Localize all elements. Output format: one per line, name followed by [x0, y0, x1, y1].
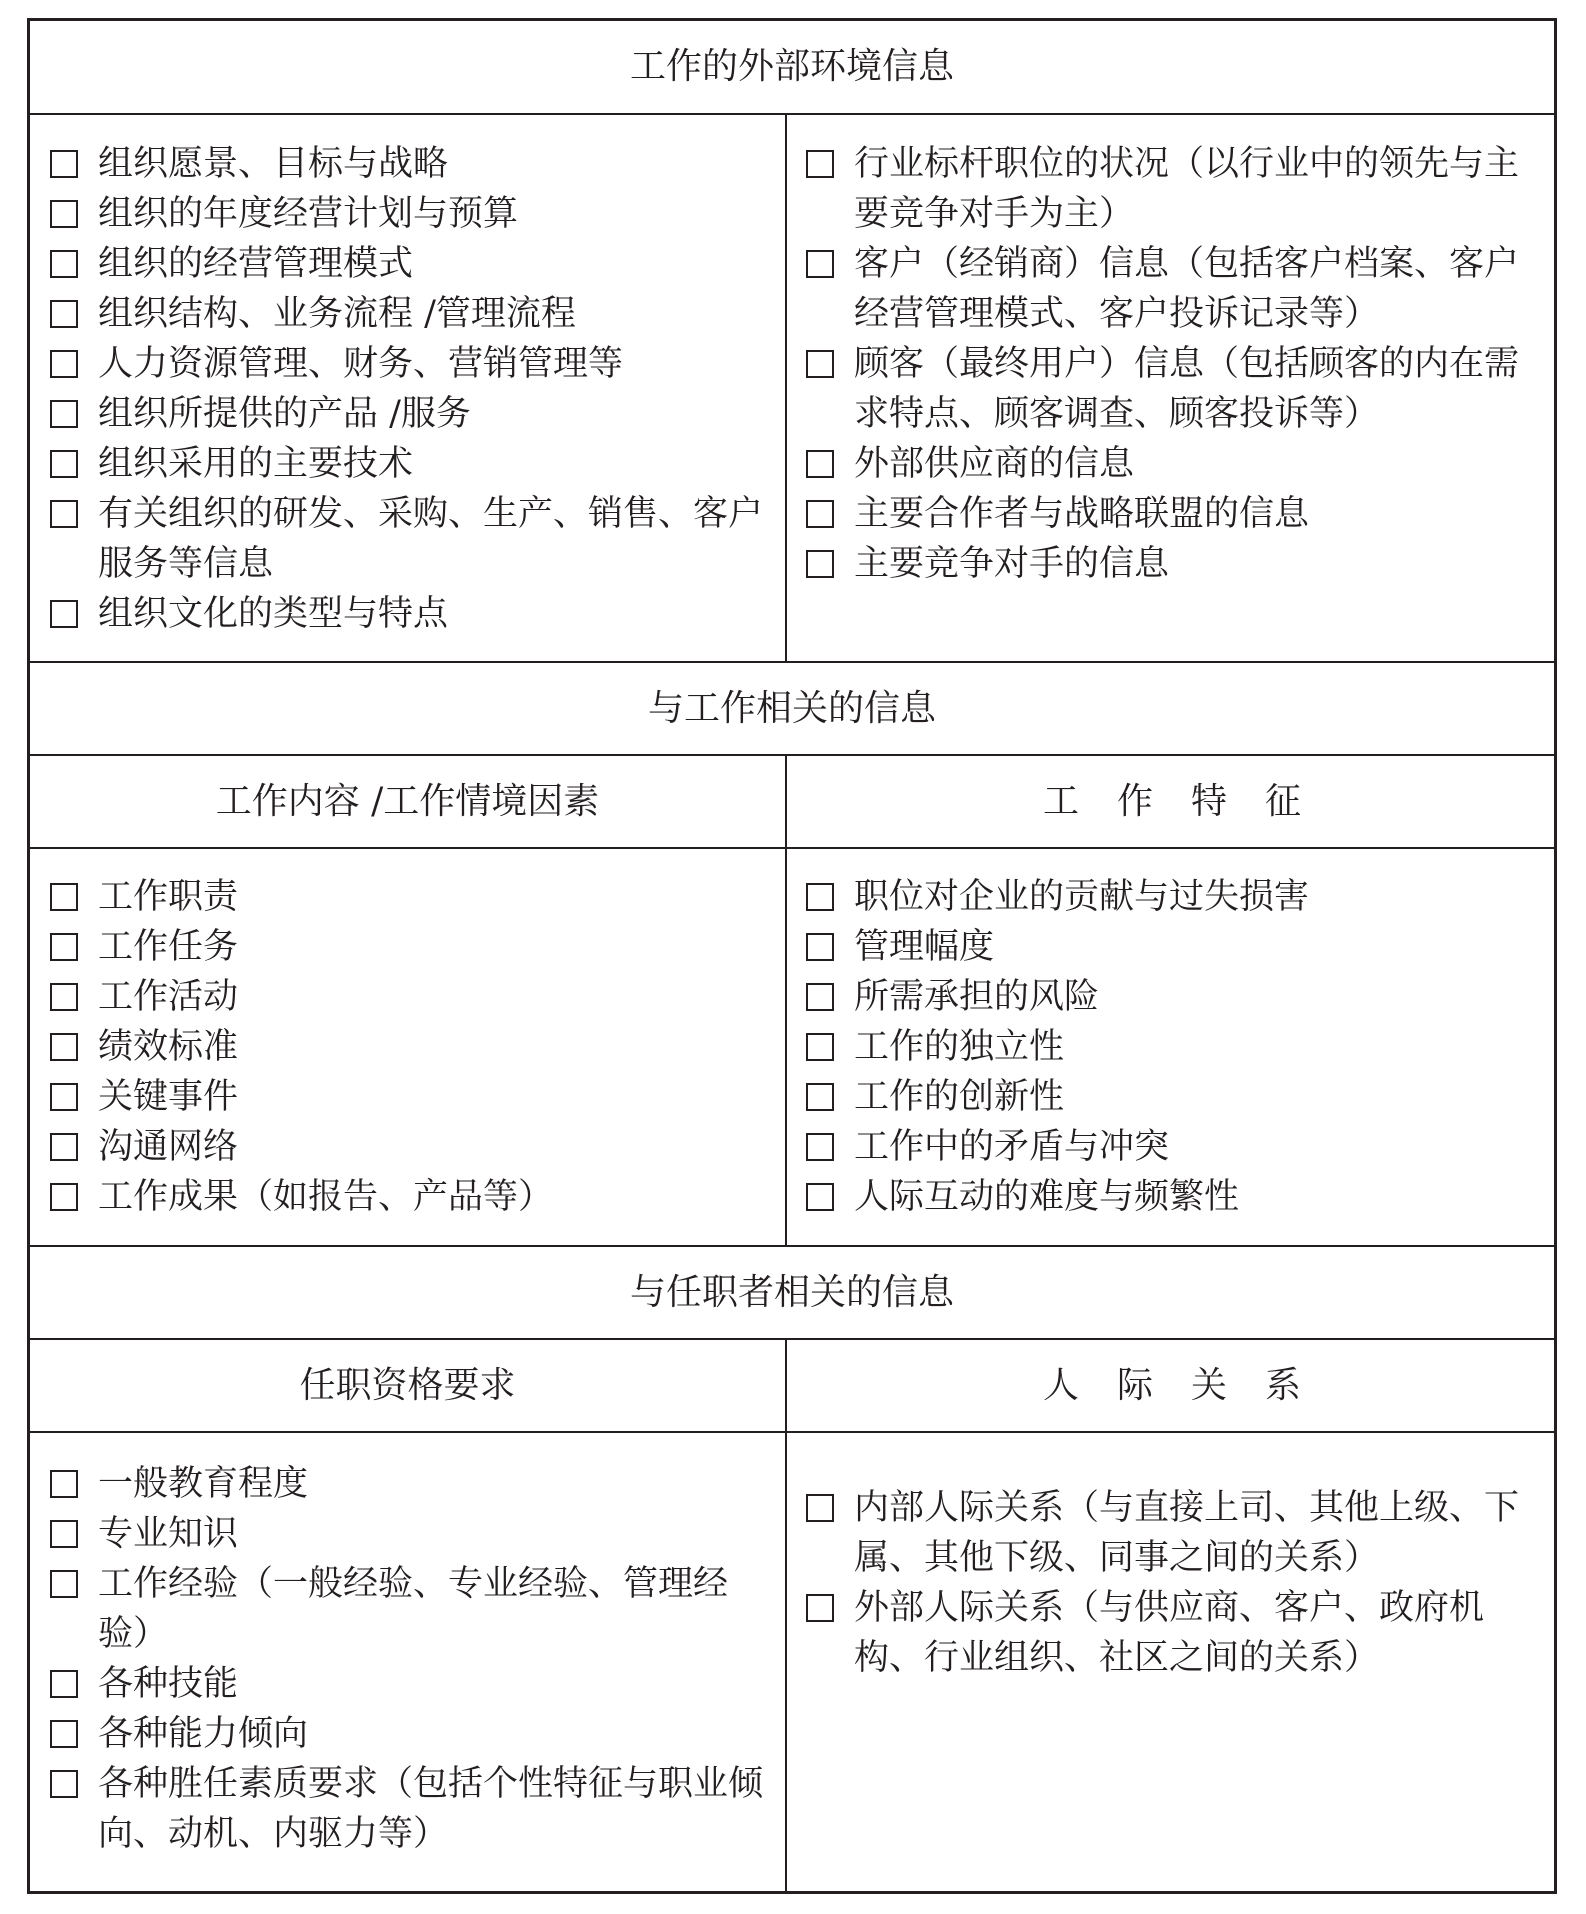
- checkbox[interactable]: [50, 400, 78, 428]
- checkbox[interactable]: [806, 250, 834, 278]
- checklist-item: 工作任务: [50, 922, 775, 972]
- checklist: [50, 872, 775, 1222]
- checklist-item: 组织所提供的产品 /服务: [50, 389, 775, 439]
- checklist-item: 主要合作者与战略联盟的信息: [806, 489, 1541, 539]
- checklist-item: 绩效标准: [50, 1022, 775, 1072]
- checklist-item: 工作成果（如报告、产品等）: [50, 1172, 775, 1222]
- checkbox[interactable]: [50, 883, 78, 911]
- section-title: 与工作相关的信息: [647, 687, 936, 729]
- checkbox[interactable]: [50, 200, 78, 228]
- checkbox[interactable]: [50, 1470, 78, 1498]
- checkbox[interactable]: [806, 1183, 834, 1211]
- checkbox[interactable]: [50, 150, 78, 178]
- checklist-item: 沟通网络: [50, 1122, 775, 1172]
- section-3-left-cell: [50, 1459, 775, 1859]
- section-1-right-cell: [806, 139, 1541, 589]
- checklist: [806, 139, 1541, 589]
- checklist-item: 所需承担的风险: [806, 972, 1541, 1022]
- checkbox[interactable]: [806, 150, 834, 178]
- column-divider: [785, 113, 787, 661]
- checklist: [50, 139, 775, 639]
- column-subtitle: 任职资格要求: [299, 1364, 516, 1406]
- checklist-item: 组织文化的类型与特点: [50, 589, 775, 639]
- checklist-item: 组织的年度经营计划与预算: [50, 189, 775, 239]
- checklist-item: 主要竞争对手的信息: [806, 539, 1541, 589]
- divider: [30, 113, 1554, 115]
- checklist-item: 外部供应商的信息: [806, 439, 1541, 489]
- checkbox[interactable]: [806, 1083, 834, 1111]
- checkbox[interactable]: [806, 1594, 834, 1622]
- checklist-item: 职位对企业的贡献与过失损害: [806, 872, 1541, 922]
- checkbox[interactable]: [806, 933, 834, 961]
- checklist-item: 工作的创新性: [806, 1072, 1541, 1122]
- checklist-item: 人力资源管理、财务、营销管理等: [50, 339, 775, 389]
- checkbox[interactable]: [806, 350, 834, 378]
- checklist: [50, 1459, 775, 1859]
- checklist-item: 人际互动的难度与频繁性: [806, 1172, 1541, 1222]
- checklist-item: 各种技能: [50, 1659, 775, 1709]
- checklist-item: 管理幅度: [806, 922, 1541, 972]
- checklist-item: 有关组织的研发、采购、生产、销售、客户服务等信息: [50, 489, 775, 589]
- checkbox[interactable]: [806, 1494, 834, 1522]
- column-subtitle: 工作特征: [1042, 780, 1339, 822]
- checklist-item: 专业知识: [50, 1509, 775, 1559]
- checkbox[interactable]: [50, 1670, 78, 1698]
- checkbox[interactable]: [50, 1083, 78, 1111]
- checklist-item: 组织采用的主要技术: [50, 439, 775, 489]
- checklist-item: 一般教育程度: [50, 1459, 775, 1509]
- checkbox[interactable]: [50, 1570, 78, 1598]
- checkbox[interactable]: [50, 1033, 78, 1061]
- column-subtitle: 工作内容 /工作情境因素: [215, 780, 600, 822]
- section-1-left-cell: [50, 139, 775, 639]
- checklist-item: 工作职责: [50, 872, 775, 922]
- checkbox[interactable]: [50, 500, 78, 528]
- divider: [30, 847, 1554, 849]
- checkbox[interactable]: [50, 1133, 78, 1161]
- checkbox[interactable]: [50, 600, 78, 628]
- checklist-item: 客户（经销商）信息（包括客户档案、客户经营管理模式、客户投诉记录等）: [806, 239, 1541, 339]
- column-subtitle: 人际关系: [1042, 1364, 1339, 1406]
- checkbox[interactable]: [806, 500, 834, 528]
- checkbox[interactable]: [806, 1133, 834, 1161]
- checklist-item: 各种能力倾向: [50, 1709, 775, 1759]
- checklist-item: 组织的经营管理模式: [50, 239, 775, 289]
- checkbox[interactable]: [50, 933, 78, 961]
- checkbox[interactable]: [50, 350, 78, 378]
- checklist-item: 工作的独立性: [806, 1022, 1541, 1072]
- checkbox[interactable]: [806, 450, 834, 478]
- checkbox[interactable]: [50, 450, 78, 478]
- checkbox[interactable]: [50, 300, 78, 328]
- checkbox[interactable]: [50, 250, 78, 278]
- checklist-item: 工作活动: [50, 972, 775, 1022]
- divider: [30, 1431, 1554, 1433]
- checklist-item: 内部人际关系（与直接上司、其他上级、下属、其他下级、同事之间的关系）: [806, 1483, 1541, 1583]
- checkbox[interactable]: [806, 550, 834, 578]
- checklist-item: 工作中的矛盾与冲突: [806, 1122, 1541, 1172]
- checklist-item: 关键事件: [50, 1072, 775, 1122]
- checklist-item: 各种胜任素质要求（包括个性特征与职业倾向、动机、内驱力等）: [50, 1759, 775, 1859]
- checklist: [806, 872, 1541, 1222]
- checkbox[interactable]: [50, 983, 78, 1011]
- checkbox[interactable]: [50, 1770, 78, 1798]
- checkbox[interactable]: [50, 1520, 78, 1548]
- checklist-item: 组织结构、业务流程 /管理流程: [50, 289, 775, 339]
- checklist-item: 工作经验（一般经验、专业经验、管理经验）: [50, 1559, 775, 1659]
- checklist-item: 外部人际关系（与供应商、客户、政府机构、行业组织、社区之间的关系）: [806, 1583, 1541, 1683]
- checkbox[interactable]: [806, 883, 834, 911]
- info-checklist-table: [27, 18, 1557, 1894]
- checkbox[interactable]: [50, 1720, 78, 1748]
- section-title: 工作的外部环境信息: [629, 46, 954, 87]
- section-2-right-cell: [806, 872, 1541, 1222]
- checklist-item: 顾客（最终用户）信息（包括顾客的内在需求特点、顾客调查、顾客投诉等）: [806, 339, 1541, 439]
- checklist: [806, 1483, 1541, 1683]
- section-3-right-cell: [806, 1483, 1541, 1683]
- checkbox[interactable]: [806, 983, 834, 1011]
- checkbox[interactable]: [806, 1033, 834, 1061]
- section-2-left-cell: [50, 872, 775, 1222]
- section-title: 与任职者相关的信息: [629, 1271, 954, 1313]
- checkbox[interactable]: [50, 1183, 78, 1211]
- checklist-item: 行业标杆职位的状况（以行业中的领先与主要竞争对手为主）: [806, 139, 1541, 239]
- checklist-item: 组织愿景、目标与战略: [50, 139, 775, 189]
